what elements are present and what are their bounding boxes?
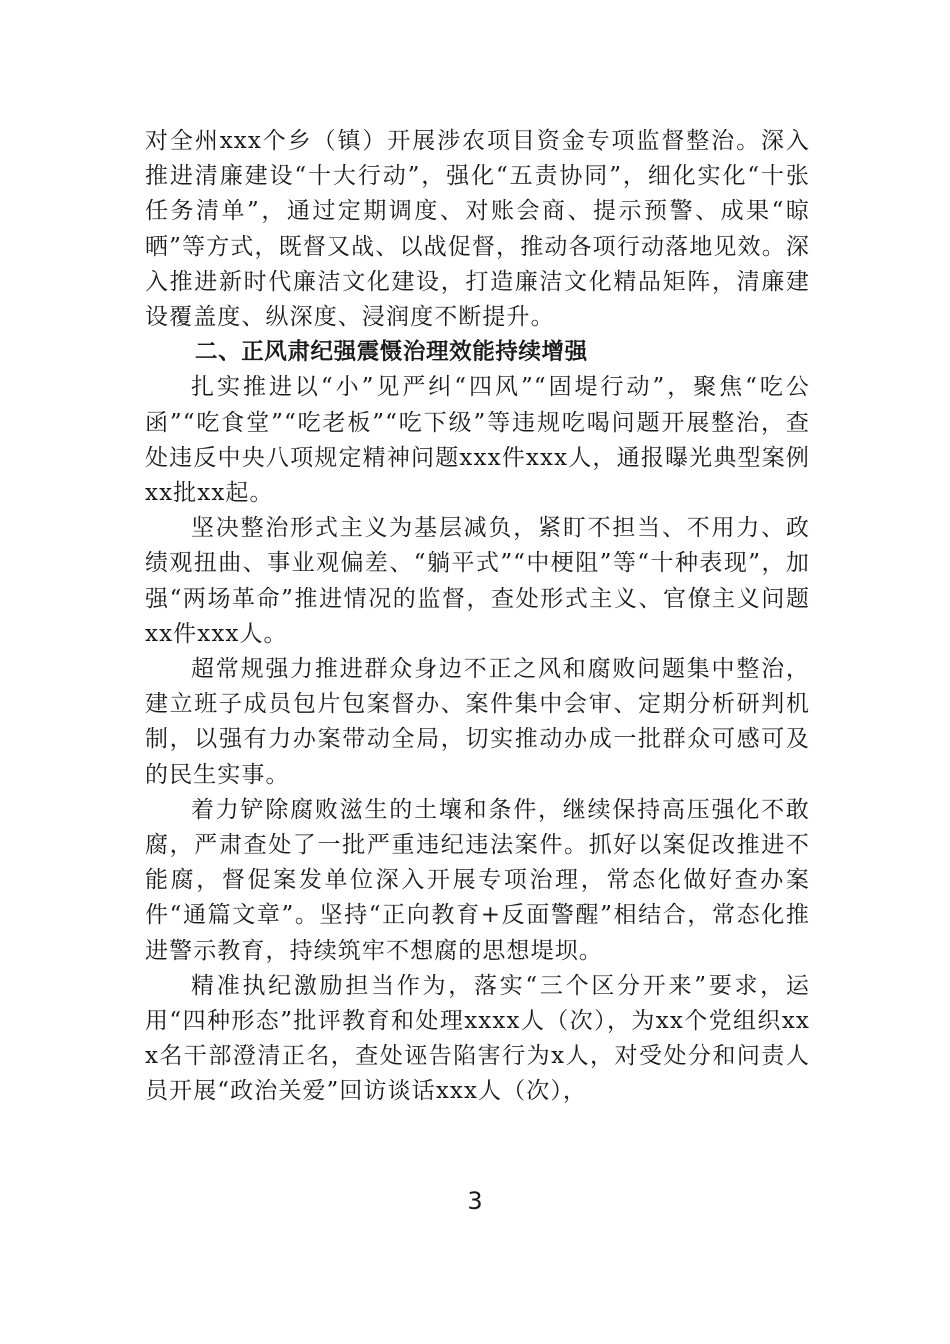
page-number: 3: [467, 1187, 483, 1215]
paragraph: 精准执纪激励担当作为，落实“三个区分开来”要求，运用“四种形态”批评教育和处理xxxx人（次），为xx个党组织xxx名干部澄清正名，查处诬告陷害行为x人，对受处分和问责人员开展“政治关爱”回访谈话xxx人（次），: [145, 972, 810, 1105]
paragraph: 着力铲除腐败滋生的土壤和条件，继续保持高压强化不敢腐，严肃查处了一批严重违纪违法案件。抓好以案促改推进不能腐，督促案发单位深入开展专项治理，常态化做好查办案件“通篇文章”。坚持“正向教育+反面警醒”相结合，常态化推进警示教育，持续筑牢不想腐的思想堤坝。: [145, 796, 810, 964]
section-heading: 二、正风肃纪强震慑治理效能持续增强: [195, 339, 588, 366]
paragraph: 超常规强力推进群众身边不正之风和腐败问题集中整治，建立班子成员包片包案督办、案件集中会审、定期分析研判机制，以强有力办案带动全局，切实推动办成一批群众可感可及的民生实事。: [145, 656, 810, 788]
document-body: [145, 124, 810, 1110]
paragraph: 坚决整治形式主义为基层减负，紧盯不担当、不用力、政绩观扭曲、事业观偏差、“躺平式”“中梗阻”等“十种表现”，加强“两场革命”推进情况的监督，查处形式主义、官僚主义问题xx件xxx人。: [145, 515, 810, 647]
paragraph: 对全州xxx个乡（镇）开展涉农项目资金专项监督整治。深入推进清廉建设“十大行动”，强化“五责协同”，细化实化“十张任务清单”，通过定期调度、对账会商、提示预警、成果“晾晒”等方式，既督又战、以战促督，推动各项行动落地见效。深入推进新时代廉洁文化建设，打造廉洁文化精品矩阵，清廉建设覆盖度、纵深度、浸润度不断提升。: [145, 128, 810, 331]
paragraph: 扎实推进以“小”见严纠“四风”“固堤行动”，聚焦“吃公函”“吃食堂”“吃老板”“吃下级”等违规吃喝问题开展整治，查处违反中央八项规定精神问题xxx件xxx人，通报曝光典型案例xx批xx起。: [145, 374, 810, 507]
